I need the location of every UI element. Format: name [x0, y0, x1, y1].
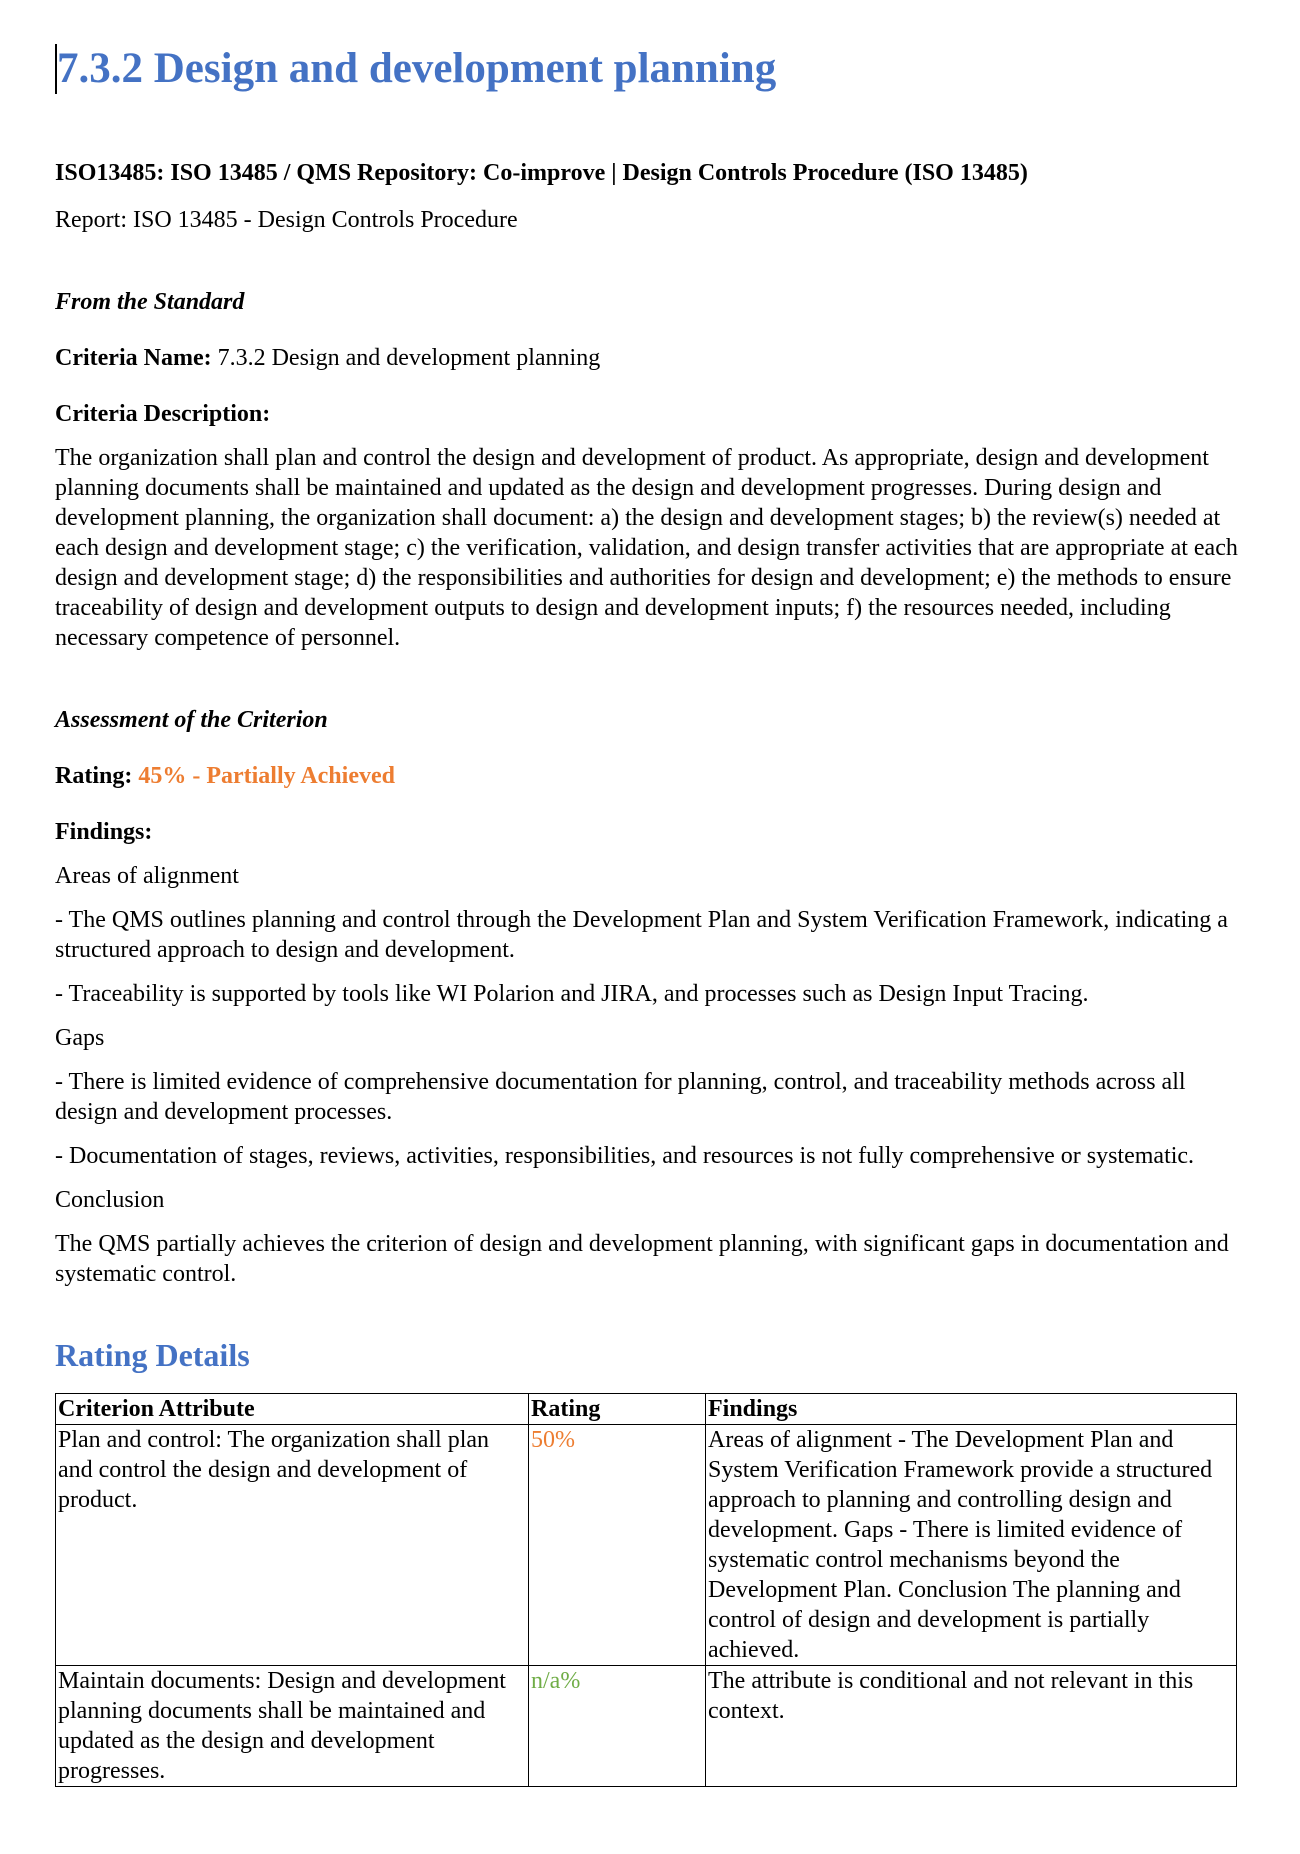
- areas-item: - The QMS outlines planning and control through the Development Plan and System Verification Framework, indicating a structured approach to design and development.: [55, 907, 1228, 963]
- report-line: Report: ISO 13485 - Design Controls Procedure: [55, 207, 518, 233]
- criteria-name-label: Criteria Name:: [55, 345, 212, 371]
- repository-line: ISO13485: ISO 13485 / QMS Repository: Co-improve | Design Controls Procedure (ISO 13485): [55, 160, 1028, 186]
- gaps-heading: Gaps: [55, 1025, 105, 1051]
- findings-cell: Areas of alignment - The Development Plan and System Verification Framework provide a structured approach to planning and controlling design and development. Gaps - There is limited evidence of systematic control mechanisms beyond the Development Plan. Conclusion The planning and control of design and development is partially achieved.: [706, 1425, 1237, 1666]
- findings-cell: The attribute is conditional and not relevant in this context.: [706, 1666, 1237, 1787]
- gaps-item: - There is limited evidence of comprehensive documentation for planning, control, and traceability methods across all design and development processes.: [55, 1069, 1186, 1125]
- rating-value: 45% - Partially Achieved: [138, 763, 395, 789]
- page-title: 7.3.2 Design and development planning: [57, 45, 777, 92]
- rating-details-table: [55, 1393, 1237, 1787]
- column-header: Criterion Attribute: [56, 1394, 529, 1425]
- rating-details-heading: Rating Details: [55, 1337, 250, 1373]
- from-standard-heading: From the Standard: [55, 289, 245, 315]
- text-cursor: [55, 44, 57, 94]
- gaps-item: - Documentation of stages, reviews, activities, responsibilities, and resources is not fully comprehensive or systematic.: [55, 1143, 1195, 1169]
- column-header: Rating: [529, 1394, 706, 1425]
- table-header-row: [56, 1394, 1237, 1425]
- attribute-cell: Maintain documents: Design and development planning documents shall be maintained and updated as the design and development progresses.: [56, 1666, 529, 1787]
- criteria-description: The organization shall plan and control the design and development of product. As appropriate, design and development planning documents shall be maintained and updated as the design and development progresses. During design and development planning, the organization shall document: a) the design and development stages; b) the review(s) needed at each design and development stage; c) the verification, validation, and design transfer activities that are appropriate at each design and development stage; d) the responsibilities and authorities for design and development; e) the methods to ensure traceability of design and development outputs to design and development inputs; f) the resources needed, including necessary competence of personnel.: [55, 445, 1238, 651]
- criteria-name-value: 7.3.2 Design and development planning: [211, 345, 601, 371]
- table-row: [56, 1666, 1237, 1787]
- findings-label: Findings:: [55, 819, 153, 845]
- table-row: [56, 1425, 1237, 1666]
- rating-line: [55, 761, 1244, 791]
- areas-heading: Areas of alignment: [55, 863, 239, 889]
- assessment-heading: Assessment of the Criterion: [55, 707, 328, 733]
- rating-cell: n/a%: [529, 1666, 706, 1787]
- rating-label: Rating:: [55, 763, 133, 789]
- rating-cell: 50%: [529, 1425, 706, 1666]
- areas-item: - Traceability is supported by tools like WI Polarion and JIRA, and processes such as Design Input Tracing.: [55, 981, 1089, 1007]
- attribute-cell: Plan and control: The organization shall plan and control the design and development of product.: [56, 1425, 529, 1666]
- criteria-name: [55, 343, 1244, 373]
- criteria-description-label: Criteria Description:: [55, 401, 271, 427]
- conclusion-heading: Conclusion: [55, 1187, 165, 1213]
- column-header: Findings: [706, 1394, 1237, 1425]
- conclusion-text: The QMS partially achieves the criterion of design and development planning, with significant gaps in documentation and systematic control.: [55, 1231, 1229, 1287]
